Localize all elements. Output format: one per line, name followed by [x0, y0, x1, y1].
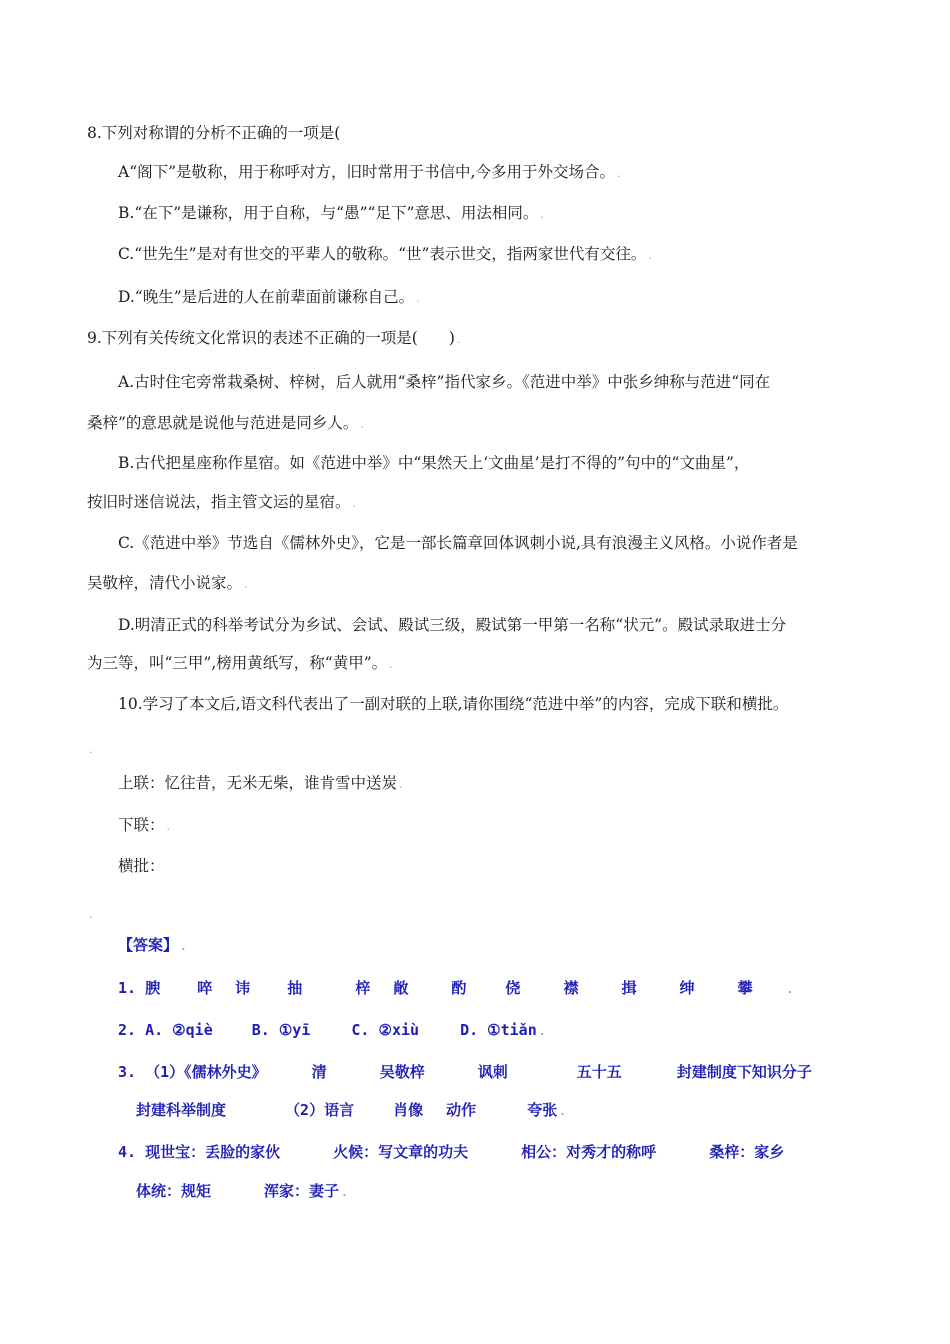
q8-option-d: D.“晚生”是后进的人在前辈面前谦称自己。 .	[118, 288, 420, 306]
q8-option-c: C.“世先生”是对有世交的平辈人的敬称。“世”表示世交，指两家世代有交往。 .	[118, 245, 652, 263]
couplet-banner: 横批：	[118, 857, 165, 875]
q9-option-c-line1: C.《范进中举》节选自《儒林外史》，它是一部长篇章回体讽刺小说,具有浪漫主义风格。小说作者是	[118, 534, 798, 552]
q9-stem: 9.下列有关传统文化常识的表述不正确的一项是( ) .	[87, 329, 461, 347]
answer-2: 2. A. ②qiè B. ①yī C. ②xiù D. ①tiǎn .	[118, 1021, 546, 1039]
answer-4-line1: 4. 现世宝：丢脸的家伙 火候：写文章的功夫 相公：对秀才的称呼 桑梓：家乡	[118, 1143, 785, 1161]
q9-option-d-line1: D.明清正式的科举考试分为乡试、会试、殿试三级，殿试第一甲第一名称“状元”。殿试录取进士分	[118, 616, 787, 634]
answer-1: 1. 腴 啐 讳 抽 梓 敞 酌 侥 襟 揖 绅 攀 .	[118, 979, 794, 997]
blank-line-mark: .	[89, 743, 93, 756]
answers-title: 【答案】 .	[118, 936, 187, 954]
q10-stem: 10.学习了本文后,语文科代表出了一副对联的上联,请你围绕“范进中举”的内容，完成下联和横批。	[118, 695, 789, 713]
answer-3-line2: 封建科举制度 （2）语言 肖像 动作 夸张 .	[136, 1101, 566, 1119]
answer-4-line2: 体统：规矩 浑家：妻子 .	[136, 1182, 348, 1200]
q9-option-a-line2: 桑梓”的意思就是说他与范进是同乡人。 .	[87, 414, 364, 432]
q9-option-c-line2: 吴敬梓，清代小说家。 .	[87, 574, 248, 592]
q9-option-b-line1: B.古代把星座称作星宿。如《范进中举》中“果然天上‘文曲星’是打不得的”句中的“文曲星”，	[118, 454, 750, 472]
couplet-lower: 下联： .	[118, 816, 171, 834]
couplet-upper: 上联：忆往昔，无米无柴，谁肯雪中送炭 .	[118, 774, 403, 792]
q8-stem: 8.下列对称谓的分析不正确的一项是(	[87, 124, 341, 142]
q9-option-b-line2: 按旧时迷信说法，指主管文运的星宿。 .	[87, 493, 357, 511]
answer-3-line1: 3. （1）《儒林外史》 清 吴敬梓 讽刺 五十五 封建制度下知识分子	[118, 1063, 812, 1081]
q8-option-b: B.“在下”是谦称，用于自称，与“愚”“足下”意思、用法相同。 .	[118, 204, 544, 222]
q8-option-a: A“阁下”是敬称，用于称呼对方，旧时常用于书信中,今多用于外交场合。 .	[118, 163, 621, 181]
q9-option-a-line1: A.古时住宅旁常栽桑树、梓树，后人就用“桑梓”指代家乡。《范进中举》中张乡绅称与范进“同在	[118, 373, 771, 391]
blank-line-mark-2: .	[89, 908, 93, 921]
q9-option-d-line2: 为三等，叫“三甲”,榜用黄纸写，称“黄甲”。 .	[87, 654, 393, 672]
